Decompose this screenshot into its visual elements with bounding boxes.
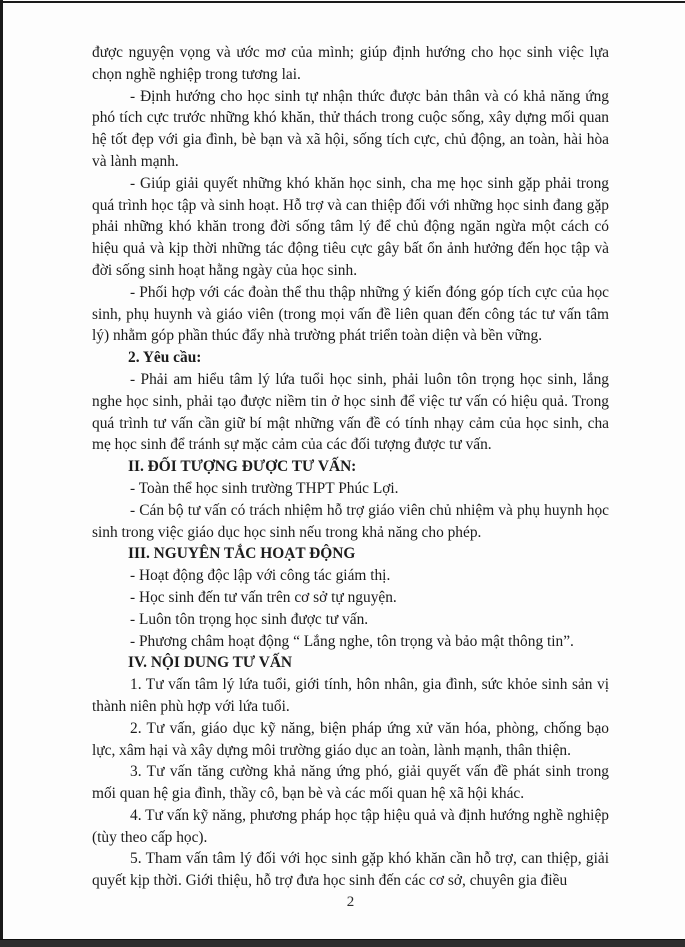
scan-artifact-top-edge [0, 1, 685, 3]
paragraph: - Học sinh đến tư vấn trên cơ sở tự nguyện. [130, 588, 397, 606]
scan-artifact-bottom-edge [0, 939, 685, 947]
page-number: 2 [346, 894, 355, 910]
paragraph: 3. Tư vấn tăng cường khả năng ứng phó, giải quyết vấn đề phát sinh trong mối quan hệ gia đình, thầy cô, bạn bè và các mối quan hệ xã hội khác. [92, 763, 609, 803]
document-body [92, 42, 609, 892]
section-heading: 2. Yêu cầu: [128, 349, 202, 367]
paragraph: - Cán bộ tư vấn có trách nhiệm hỗ trợ giáo viên chủ nhiệm và phụ huynh học sinh trong việc giáo dục học sinh nếu trong khả năng cho phép. [92, 501, 609, 541]
paragraph: 4. Tư vấn kỹ năng, phương pháp học tập hiệu quả và định hướng nghề nghiệp (tùy theo cấp học). [92, 806, 609, 846]
paragraph: - Định hướng cho học sinh tự nhận thức được bản thân và có khả năng ứng phó tích cực trước những khó khăn, thử thách trong cuộc sống, xây dựng mối quan hệ tốt đẹp với gia đình, bè bạn và xã hội, sống tích cực, chủ động, an toàn, hài hòa và lành mạnh. [92, 87, 609, 170]
paragraph: được nguyện vọng và ước mơ của mình; giúp định hướng cho học sinh việc lựa chọn nghề nghiệp trong tương lai. [92, 44, 609, 83]
section-heading: II. ĐỐI TƯỢNG ĐƯỢC TƯ VẤN: [128, 458, 357, 476]
section-heading: III. NGUYÊN TẮC HOẠT ĐỘNG [128, 545, 356, 563]
paragraph: - Toàn thể học sinh trường THPT Phúc Lợi. [130, 479, 399, 497]
paragraph: - Phương châm hoạt động “ Lắng nghe, tôn trọng và bảo mật thông tin”. [130, 632, 574, 650]
paragraph: - Phối hợp với các đoàn thể thu thập những ý kiến đóng góp tích cực của học sinh, phụ huynh và giáo viên (trong mọi vấn đề liên quan đến công tác tư vấn tâm lý) nhằm góp phần thúc đẩy nhà trường phát triển toàn diện và bền vững. [92, 283, 609, 345]
paragraph: - Phải am hiểu tâm lý lứa tuổi học sinh, phải luôn tôn trọng học sinh, lắng nghe học sinh, phải tạo được niềm tin ở học sinh để việc tư vấn có hiệu quả. Trong quá trình tư vấn cần giữ bí mật những vấn đề có tính nhạy cảm của học sinh, cha mẹ học sinh để tránh sự mặc cảm của các đối tượng được tư vấn. [92, 370, 609, 454]
paragraph: 2. Tư vấn, giáo dục kỹ năng, biện pháp ứng xử văn hóa, phòng, chống bạo lực, xâm hại và xây dựng môi trường giáo dục an toàn, lành mạnh, thân thiện. [92, 719, 609, 759]
scan-artifact-left-edge [0, 0, 3, 947]
paragraph: 1. Tư vấn tâm lý lứa tuổi, giới tính, hôn nhân, gia đình, sức khỏe sinh sản vị thành niên phù hợp với lứa tuổi. [92, 676, 609, 715]
section-heading: IV. NỘI DUNG TƯ VẤN [128, 654, 293, 672]
paragraph: - Giúp giải quyết những khó khăn học sinh, cha mẹ học sinh gặp phải trong quá trình học tập và sinh hoạt. Hỗ trợ và can thiệp đối với những học sinh đang gặp phải những khó khăn trong đời sống tâm lý để chủ động ngăn ngừa một cách có hiệu quả và kịp thời những tác động tiêu cực gây bất ổn ảnh hưởng đến học tập và đời sống sinh hoạt hằng ngày của học sinh. [92, 174, 609, 279]
paragraph: - Luôn tôn trọng học sinh được tư vấn. [130, 610, 369, 628]
paragraph: 5. Tham vấn tâm lý đối với học sinh gặp khó khăn cần hỗ trợ, can thiệp, giải quyết kịp thời. Giới thiệu, hỗ trợ đưa học sinh đến các cơ sở, chuyên gia điều [92, 850, 609, 890]
paragraph: - Hoạt động độc lập với công tác giám thị. [130, 567, 391, 585]
